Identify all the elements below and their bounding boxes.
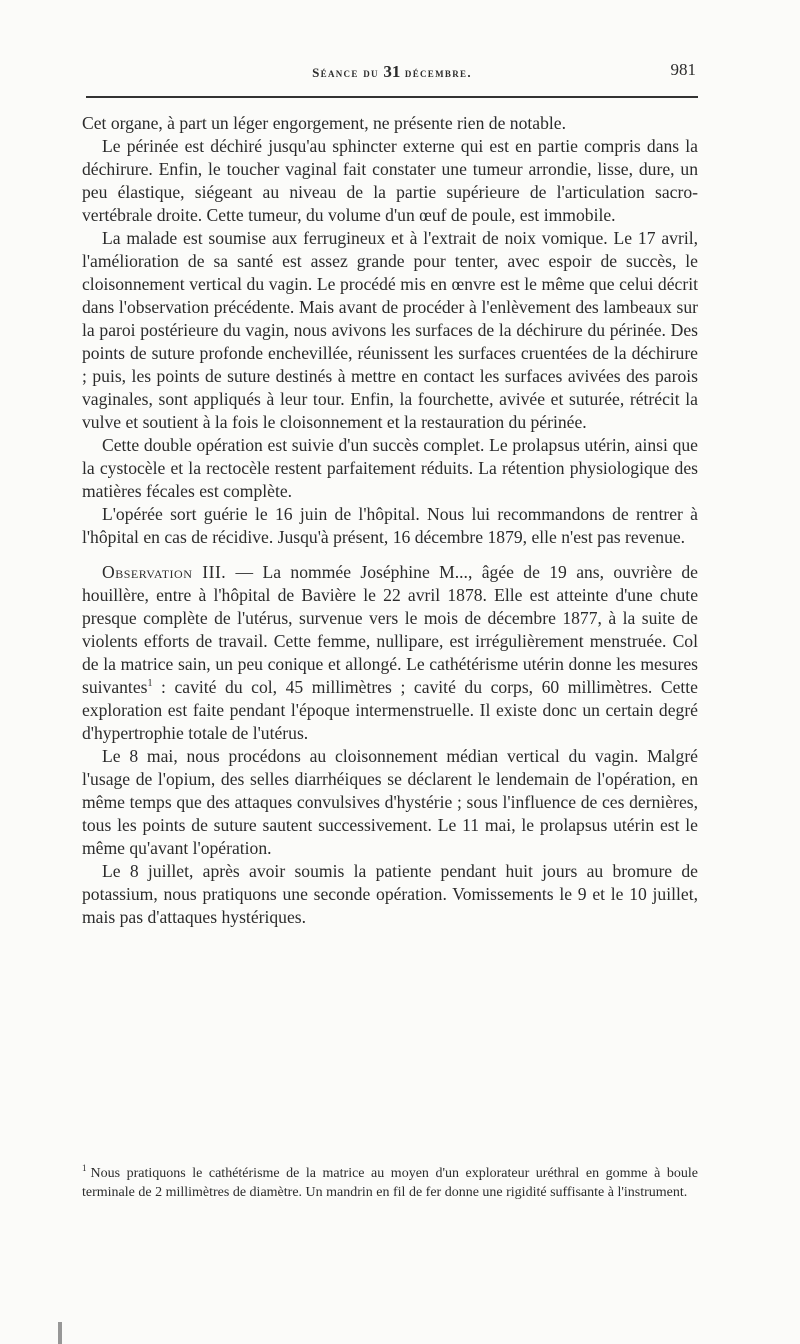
paragraph: Cet organe, à part un léger engorgement, ne présente rien de notable.	[82, 113, 566, 133]
paragraph: L'opérée sort guérie le 16 juin de l'hôpital. Nous lui recommandons de rentrer à l'hôpital en cas de récidive. Jusqu'à présent, 16 décembre 1879, elle n'est pas revenue.	[82, 504, 698, 547]
footnote	[82, 1164, 698, 1202]
paragraph: Le 8 juillet, après avoir soumis la patiente pendant huit jours au bromure de potassium, nous pratiquons une seconde opération. Vomissements le 9 et le 10 juillet, mais pas d'attaques hystériques.	[82, 861, 698, 927]
observation-rest: : cavité du col, 45 millimètres ; cavité du corps, 60 millimètres. Cette exploration est faite pendant l'époque intermenstruelle. Il existe donc un certain degré d'hypertrophie totale de l'utérus.	[82, 677, 698, 743]
header-rule	[86, 96, 698, 98]
paragraph: Cette double opération est suivie d'un succès complet. Le prolapsus utérin, ainsi que la cystocèle et la rectocèle restent parfaitement réduits. La rétention physiologique des matières fécales est complète.	[82, 435, 698, 501]
observation-intro: — La nommée Joséphine M..., âgée de 19 ans, ouvrière de houillère, entre à l'hôpital de Bavière le 22 avril 1878. Elle est atteinte d'une chute presque complète de l'utérus, survenue vers le mois de décembre 1877, à la suite de violents efforts de travail. Cette femme, nullipare, est irrégulièrement menstruée. Col de la matrice sain, un peu conique et allongé. Le cathétérisme utérin donne les mesures suivantes	[82, 562, 698, 697]
paragraph: Le périnée est déchiré jusqu'au sphincter externe qui est en partie compris dans la déchirure. Enfin, le toucher vaginal fait constater une tumeur arrondie, lisse, dure, un peu élastique, siégeant au niveau de la partie supérieure de l'articulation sacro-vertébrale droite. Cette tumeur, du volume d'un œuf de poule, est immobile.	[82, 136, 698, 225]
binding-mark	[58, 1322, 62, 1344]
footnote-mark: 1	[82, 1163, 87, 1174]
paragraph: Le 8 mai, nous procédons au cloisonnement médian vertical du vagin. Malgré l'usage de l'opium, des selles diarrhéiques se déclarent le lendemain de l'opération, en même temps que des attaques convulsives d'hystérie ; sous l'influence de ces dernières, tous les points de suture sautent successivement. Le 11 mai, le prolapsus utérin est le même qu'avant l'opération.	[82, 746, 698, 858]
body-text	[82, 112, 698, 929]
running-title-day: 31	[383, 62, 401, 81]
footnote-reference: 1	[147, 678, 153, 690]
running-title-suffix: décembre.	[400, 65, 472, 80]
observation-paragraph	[82, 561, 698, 745]
observation-heading: Observation III.	[102, 562, 227, 582]
running-title	[86, 62, 698, 82]
paragraph: La malade est soumise aux ferrugineux et à l'extrait de noix vomique. Le 17 avril, l'amélioration de sa santé est assez grande pour tenter, avec espoir de succès, le cloisonnement vertical du vagin. Le procédé mis en œnvre est le même que celui décrit dans l'observation précédente. Mais avant de procéder à l'enlèvement des lambeaux sur la paroi postérieure du vagin, nous avivons les surfaces de la déchirure du périnée. Des points de suture profonde enchevillée, réunissent les surfaces cruentées de la déchirure ; puis, les points de suture destinés à mettre en contact les surfaces avivées des parois vaginales, sont appliqués à leur tour. Enfin, la fourchette, avivée et suturée, rétrécit la vulve et soutient à la fois le cloisonnement et la restauration du périnée.	[82, 228, 698, 432]
footnote-text: Nous pratiquons le cathétérisme de la matrice au moyen d'un explorateur uréthral en gomme à boule terminale de 2 millimètres de diamètre. Un mandrin en fil de fer donne une rigidité suffisante à l'instrument.	[82, 1166, 698, 1200]
running-title-prefix: Séance du	[312, 65, 384, 80]
page-number: 981	[670, 60, 696, 79]
running-header	[86, 60, 698, 86]
